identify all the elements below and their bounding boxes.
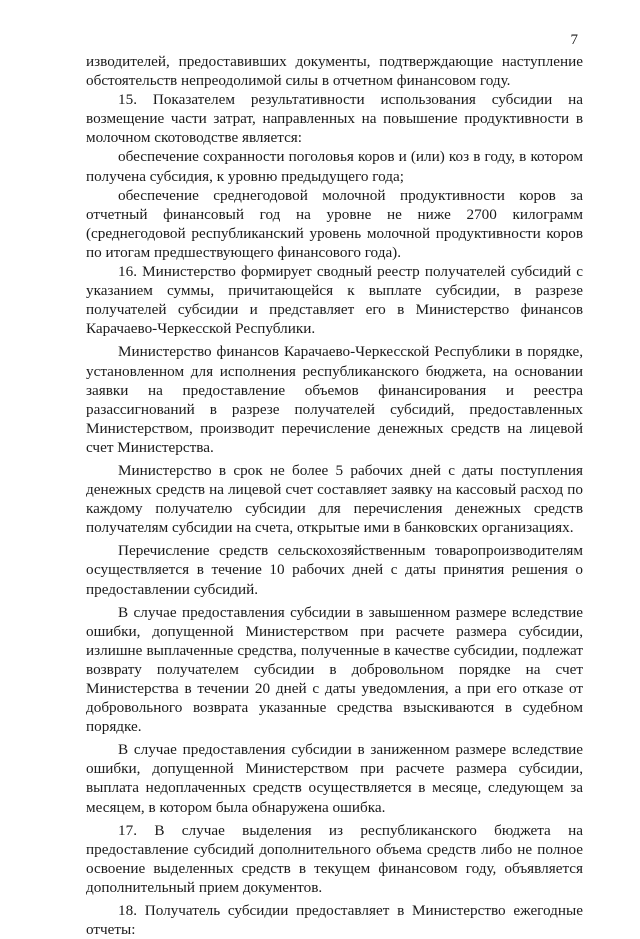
paragraph-indicator-milk-productivity: обеспечение среднегодовой молочной продуктивности коров за отчетный финансовый год на уровне не ниже 2700 килограмм (среднегодовой республиканский уровень молочной продуктивности коров по итогам предшествующего финансового года). xyxy=(86,186,583,261)
document-body xyxy=(86,52,583,939)
paragraph-transfer-term: Перечисление средств сельскохозяйственным товаропроизводителям осуществляется в течение 10 рабочих дней с даты принятия решения о предоставлении субсидий. xyxy=(86,542,583,598)
paragraph-indicator-livestock: обеспечение сохранности поголовья коров и (или) коз в году, в котором получена субсидия, к уровню предыдущего года; xyxy=(86,148,583,185)
paragraph-item-16: 16. Министерство формирует сводный реестр получателей субсидий с указанием суммы, причитающейся к выплате субсидии, в разрезе получателей субсидии и представляет его в Министерство финансов Карачаево-Черкесской Республики. xyxy=(86,263,583,338)
paragraph-item-18: 18. Получатель субсидии предоставляет в Министерство ежегодные отчеты: xyxy=(86,902,583,939)
page-number: 7 xyxy=(570,32,578,48)
paragraph-underpayment: В случае предоставления субсидии в заниженном размере вследствие ошибки, допущенной Министерством при расчете размера субсидии, выплата недоплаченных средств осуществляется в месяце, следующем за месяцем, в котором была обнаружена ошибка. xyxy=(86,741,583,816)
paragraph-continuation: изводителей, предоставивших документы, подтверждающие наступление обстоятельств непреодолимой силы в отчетном финансовом году. xyxy=(86,53,583,90)
paragraph-cash-request: Министерство в срок не более 5 рабочих дней с даты поступления денежных средств на лицевой счет составляет заявку на кассовый расход по каждому получателю субсидии для перечисления денежных средств получателям субсидии на счета, открытые ими в банковских организациях. xyxy=(86,461,583,537)
paragraph-overpayment: В случае предоставления субсидии в завышенном размере вследствие ошибки, допущенной Министерством при расчете размера субсидии, излишне выплаченные средства, полученные в качестве субсидии, подлежат возврату получателем субсидии в добровольном порядке на счет Министерства в течении 20 дней с даты уведомления, а при его отказе от добровольного возврата указанные средства взыскиваются в судебном порядке. xyxy=(86,603,583,736)
paragraph-item-15: 15. Показателем результативности использования субсидии на возмещение части затрат, направленных на повышение продуктивности в молочном скотоводстве является: xyxy=(86,91,583,147)
paragraph-item-17: 17. В случае выделения из республиканского бюджета на предоставление субсидий дополнительного объема средств либо не полное освоение выделенных средств в текущем финансовом году, объявляется дополнительный прием документов. xyxy=(86,821,583,896)
paragraph-finance-ministry: Министерство финансов Карачаево-Черкесской Республики в порядке, установленном для исполнения республиканского бюджета, на основании заявки на предоставление объемов финансирования и реестра разассигнований в разрезе получателей субсидий, предоставленных Министерством, производит перечисление денежных средств на лицевой счет Министерства. xyxy=(86,343,583,456)
